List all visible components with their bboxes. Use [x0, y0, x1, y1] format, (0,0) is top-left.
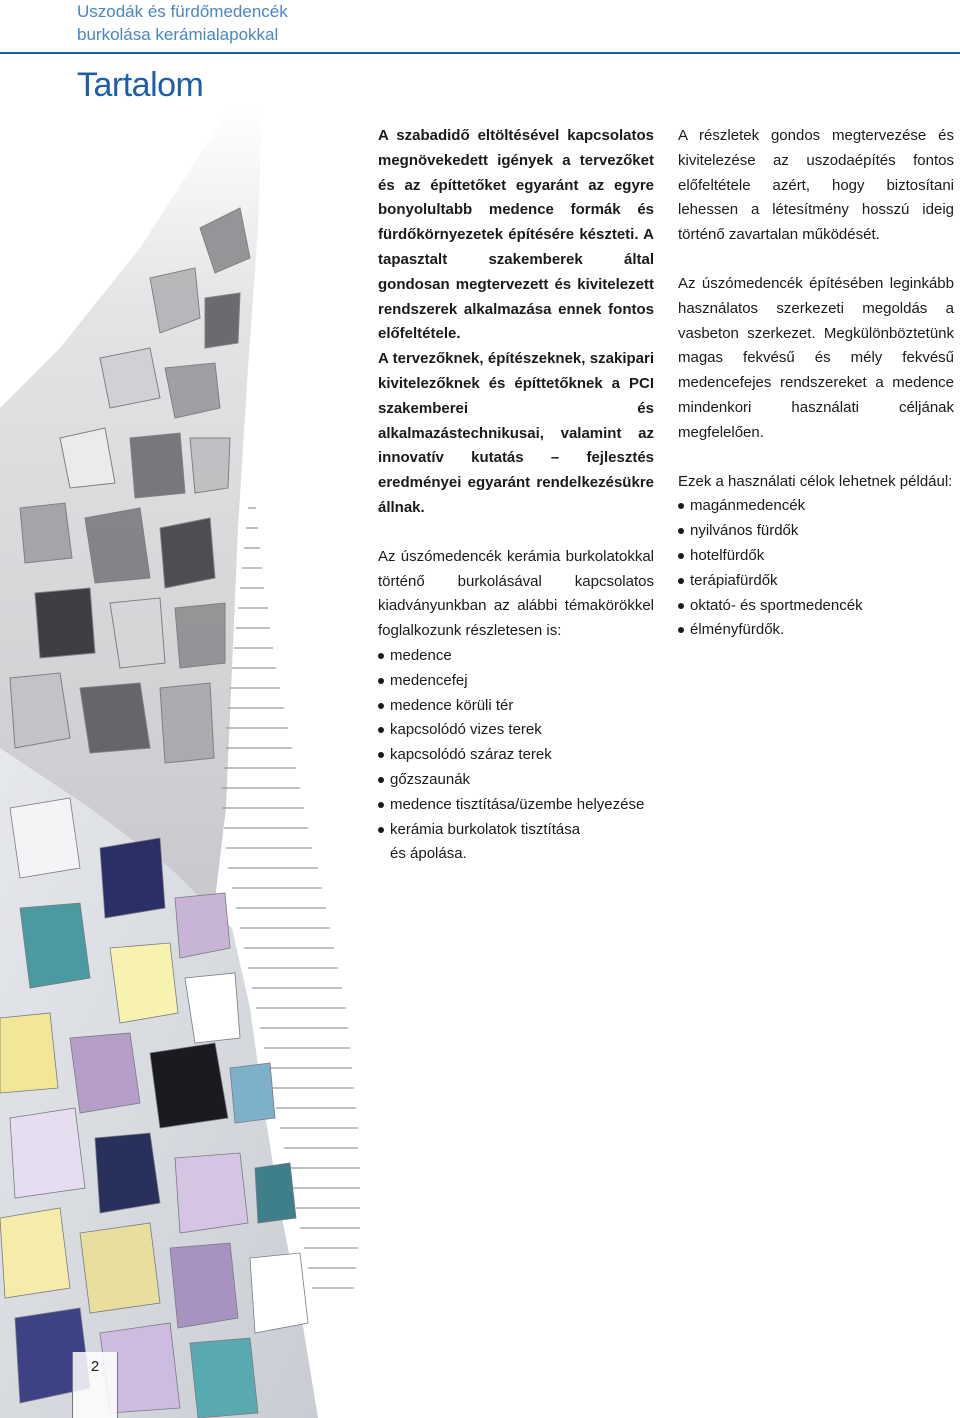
uses-intro: Ezek a használati célok lehetnek például:	[678, 472, 953, 490]
page-title: Tartalom	[77, 66, 204, 104]
list-item: kapcsolódó vizes terek	[378, 718, 654, 743]
list-item: oktató- és sportmedencék	[678, 594, 954, 619]
paragraph-gap	[678, 446, 954, 470]
publication-title-line2: burkolása kerámialapokkal	[77, 25, 279, 44]
header-rule	[0, 52, 960, 54]
uses-list	[678, 494, 954, 643]
publication-title	[77, 0, 288, 46]
page-number: 2	[90, 1358, 100, 1375]
list-item: magánmedencék	[678, 494, 954, 519]
right-text-column	[678, 124, 954, 643]
list-item: hotelfürdők	[678, 544, 954, 569]
list-item: gőzszaunák	[378, 768, 654, 793]
publication-title-line1: Uszodák és fürdőmedencék	[77, 2, 288, 21]
list-item: terápiafürdők	[678, 569, 954, 594]
paragraph-gap	[378, 521, 654, 545]
paragraph-gap	[678, 248, 954, 272]
structure-paragraph: Az úszómedencék építésében leginkább használatos szerkezeti megoldás a vasbeton szerkezet. Megkülönböztetünk magas fekvésű és mély fekvésű medencefejes rendszereket a medence mindenkori használati céljának megfelelően.	[678, 274, 954, 441]
intro-paragraph-1: A szabadidő eltöltésével kapcsolatos megnövekedett igények a tervezőket és az építtetőket egyaránt az egyre bonyolultabb medence formák és fürdőkörnyezetek építésére készteti. A tapasztalt szakemberek által gondosan megtervezett és kivitelezett rendszerek alkalmazása ennek fontos előfeltétele.	[378, 127, 654, 343]
list-item: medence körüli tér	[378, 694, 654, 719]
list-item: medencefej	[378, 669, 654, 694]
intro-paragraph-2: A tervezőknek, építészeknek, szakipari kivitelezőknek és építtetőknek a PCI szakemberei és alkalmazástechnikusai, valamint az innovatív kutatás – fejlesztés eredményei egyaránt rendelkezésükre állnak.	[378, 350, 654, 516]
list-item: élményfürdők.	[678, 618, 954, 643]
list-item: kapcsolódó száraz terek	[378, 743, 654, 768]
list-item: nyilvános fürdők	[678, 519, 954, 544]
topics-intro: Az úszómedencék kerámia burkolatokkal történő burkolásával kapcsolatos kiadványunkban az alábbi témakörökkel foglalkozunk részletesen is:	[378, 547, 654, 640]
list-item-continuation: és ápolása.	[390, 845, 467, 863]
mosaic-tile-image	[0, 108, 370, 1418]
list-item: kerámia burkolatok tisztítása	[378, 818, 654, 843]
topics-list	[378, 644, 654, 842]
list-item: medence tisztítása/üzembe helyezése	[378, 793, 654, 818]
list-item: medence	[378, 644, 654, 669]
left-text-column	[378, 124, 654, 867]
page-number-box	[72, 1352, 118, 1418]
details-paragraph: A részletek gondos megtervezése és kivitelezése az uszodaépítés fontos előfeltétele azért, hogy biztosítani lehessen a létesítmény hosszú ideig történő zavartalan működését.	[678, 127, 954, 244]
